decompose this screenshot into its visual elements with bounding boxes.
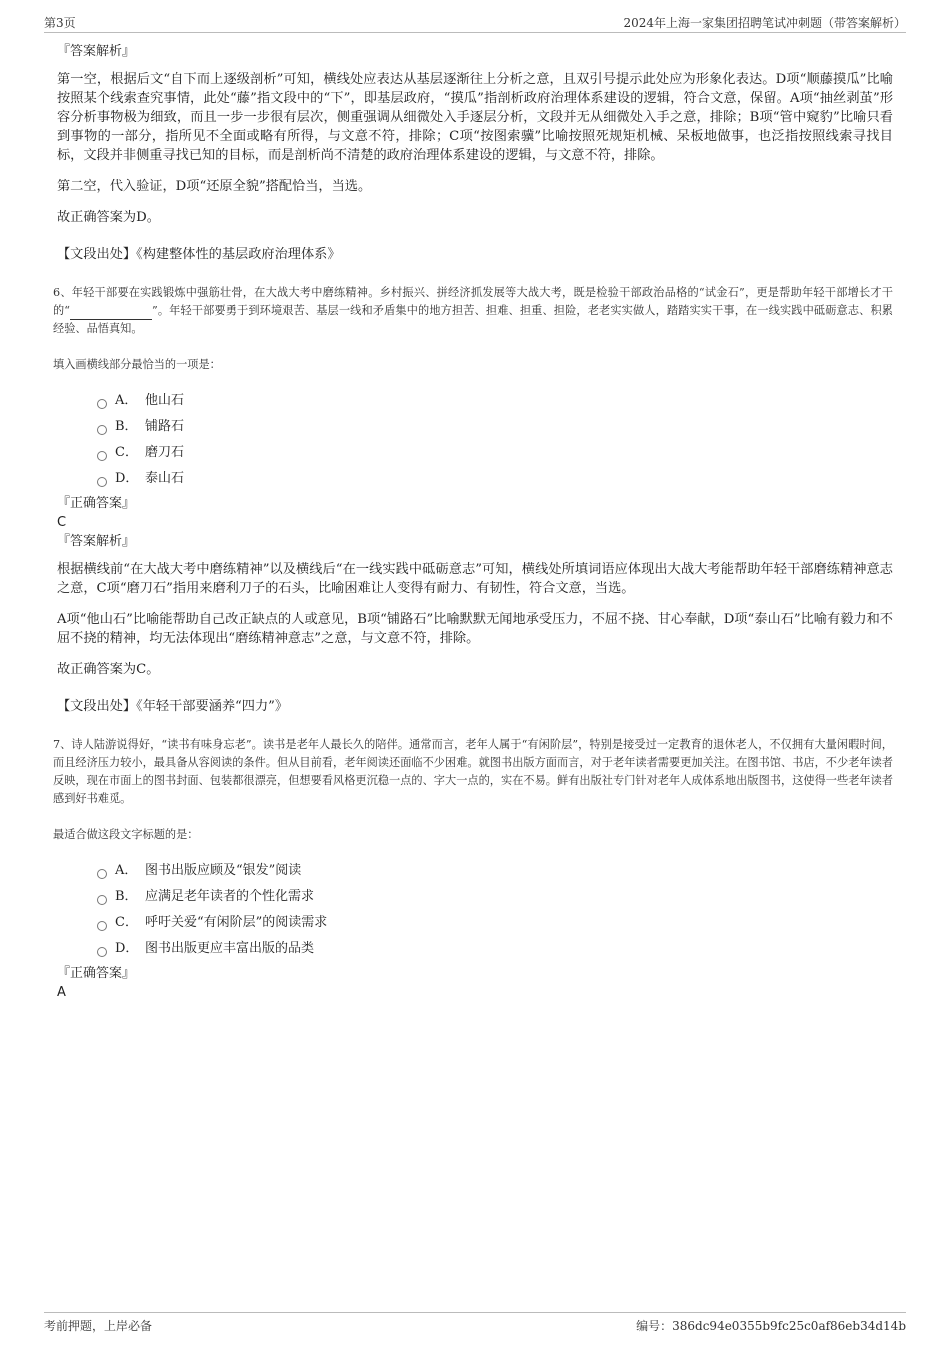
analysis-paragraph: 故正确答案为D。 bbox=[57, 210, 160, 225]
radio-icon[interactable] bbox=[97, 399, 107, 409]
page-header bbox=[44, 14, 906, 33]
footer-slogan: 考前押题，上岸必备 bbox=[44, 1319, 153, 1333]
option-b[interactable] bbox=[97, 416, 893, 442]
correct-answer-label: 『正确答案』 bbox=[57, 966, 136, 981]
radio-icon[interactable] bbox=[97, 947, 107, 957]
option-d[interactable] bbox=[97, 468, 893, 494]
option-d[interactable] bbox=[97, 938, 893, 964]
correct-answer: C bbox=[57, 515, 67, 530]
analysis-paragraph: 根据横线前“在大战大考中磨练精神”以及横线后“在一线实践中砥砺意志”可知，横线处所填词语应体现出大战大考能帮助年轻干部磨练精神意志之意，C项“磨刀石”指用来磨利刀子的石头，比喻困难让人变得有耐力、有韧性，符合文意，当选。 bbox=[57, 562, 893, 596]
page-content bbox=[53, 42, 893, 1002]
analysis-paragraph: 故正确答案为C。 bbox=[57, 662, 160, 677]
analysis-paragraph: 第一空，根据后文“自下而上逐级剖析”可知，横线处应表达从基层逐渐往上分析之意，且双引号提示此处应为形象化表达。D项“顺藤摸瓜”比喻按照某个线索查究事情，此处“藤”指文段中的“下”，即基层政府，“摸瓜”指剖析政府治理体系建设的逻辑，符合文意，保留。A项“抽丝剥茧”形容分析事物极为细致，而且一步一步很有层次，侧重强调从细微处入手逐层分析，文段并无从细微处入手之意，排除；B项“管中窥豹”比喻只看到事物的一部分，指所见不全面或略有所得，与文意不符，排除；C项“按图索骥”比喻按照死规矩机械、呆板地做事，也泛指按照线索寻找目标，文段并非侧重寻找已知的目标，而是剖析尚不清楚的政府治理体系建设的逻辑，与文意不符，排除。 bbox=[57, 72, 893, 163]
analysis-label: 『答案解析』 bbox=[57, 44, 136, 59]
document-title: 2024年上海一家集团招聘笔试冲刺题（带答案解析） bbox=[623, 16, 906, 30]
option-text: 图书出版应顾及“银发”阅读 bbox=[145, 863, 302, 878]
option-text: 泰山石 bbox=[145, 471, 185, 486]
option-letter: B． bbox=[115, 419, 138, 434]
question-6-text bbox=[53, 284, 893, 338]
source-citation: 【文段出处】《年轻干部要涵养“四力”》 bbox=[57, 699, 289, 714]
radio-icon[interactable] bbox=[97, 921, 107, 931]
fill-in-blank bbox=[70, 307, 152, 320]
option-letter: C． bbox=[115, 445, 138, 460]
question-text-part: 6、年轻干部要在实践锻炼中强筋壮骨，在大战大考中磨练精神。乡村振兴、拼经济抓发展等大战大考，既是检验干部政治品格的“试金石”，更是帮助年轻干部增长才干的“ bbox=[53, 286, 893, 317]
page-footer bbox=[44, 1312, 906, 1335]
option-a[interactable] bbox=[97, 390, 893, 416]
option-text: 应满足老年读者的个性化需求 bbox=[145, 889, 315, 904]
radio-icon[interactable] bbox=[97, 425, 107, 435]
question-7-text: 7、诗人陆游说得好，“读书有味身忘老”。读书是老年人最长久的陪伴。通常而言，老年人属于“有闲阶层”，特别是接受过一定教育的退休老人，不仅拥有大量闲暇时间，而且经济压力较小，最具备从容阅读的条件。但从目前看，老年阅读还面临不少困难。就图书出版方面而言，对于老年读者需要更加关注。在图书馆、书店，不少老年读者反映，现在市面上的图书封面、包装都很漂亮，但想要看风格更沉稳一点的、字大一点的，实在不易。鲜有出版社专门针对老年人成体系地出版图书，这使得一些老年读者感到好书难觅。 bbox=[53, 738, 893, 805]
document-id: 编号：386dc94e0355b9fc25c0af86eb34d14b bbox=[636, 1319, 906, 1333]
correct-answer-label: 『正确答案』 bbox=[57, 496, 136, 511]
radio-icon[interactable] bbox=[97, 451, 107, 461]
option-text: 他山石 bbox=[145, 393, 185, 408]
radio-icon[interactable] bbox=[97, 869, 107, 879]
question-6-prompt: 填入画横线部分最恰当的一项是： bbox=[53, 358, 221, 371]
option-a[interactable] bbox=[97, 860, 893, 886]
analysis-label: 『答案解析』 bbox=[57, 534, 136, 549]
question-text-part: ”。年轻干部要勇于到环境艰苦、基层一线和矛盾集中的地方担苦、担难、担重、担险，老老实实做人，踏踏实实干事，在一线实践中砥砺意志、积累经验、品悟真知。 bbox=[53, 304, 893, 335]
radio-icon[interactable] bbox=[97, 895, 107, 905]
option-letter: A． bbox=[115, 863, 138, 878]
option-letter: A． bbox=[115, 393, 138, 408]
option-letter: B． bbox=[115, 889, 138, 904]
question-6-options bbox=[97, 390, 893, 494]
option-text: 磨刀石 bbox=[145, 445, 185, 460]
option-b[interactable] bbox=[97, 886, 893, 912]
question-7-options bbox=[97, 860, 893, 964]
radio-icon[interactable] bbox=[97, 477, 107, 487]
option-c[interactable] bbox=[97, 912, 893, 938]
option-text: 呼吁关爱“有闲阶层”的阅读需求 bbox=[145, 915, 328, 930]
option-letter: D． bbox=[115, 471, 139, 486]
option-letter: C． bbox=[115, 915, 138, 930]
page-number: 第3页 bbox=[44, 16, 76, 30]
analysis-paragraph: 第二空，代入验证，D项“还原全貌”搭配恰当，当选。 bbox=[57, 179, 372, 194]
source-citation: 【文段出处】《构建整体性的基层政府治理体系》 bbox=[57, 247, 341, 262]
correct-answer: A bbox=[57, 985, 66, 1000]
analysis-paragraph: A项“他山石”比喻能帮助自己改正缺点的人或意见，B项“铺路石”比喻默默无闻地承受压力，不屈不挠、甘心奉献，D项“泰山石”比喻有毅力和不屈不挠的精神，均无法体现出“磨练精神意志”之意，与文意不符，排除。 bbox=[57, 612, 893, 646]
option-text: 图书出版更应丰富出版的品类 bbox=[145, 941, 315, 956]
option-letter: D． bbox=[115, 941, 139, 956]
option-text: 铺路石 bbox=[145, 419, 185, 434]
option-c[interactable] bbox=[97, 442, 893, 468]
question-7-prompt: 最适合做这段文字标题的是： bbox=[53, 828, 199, 841]
